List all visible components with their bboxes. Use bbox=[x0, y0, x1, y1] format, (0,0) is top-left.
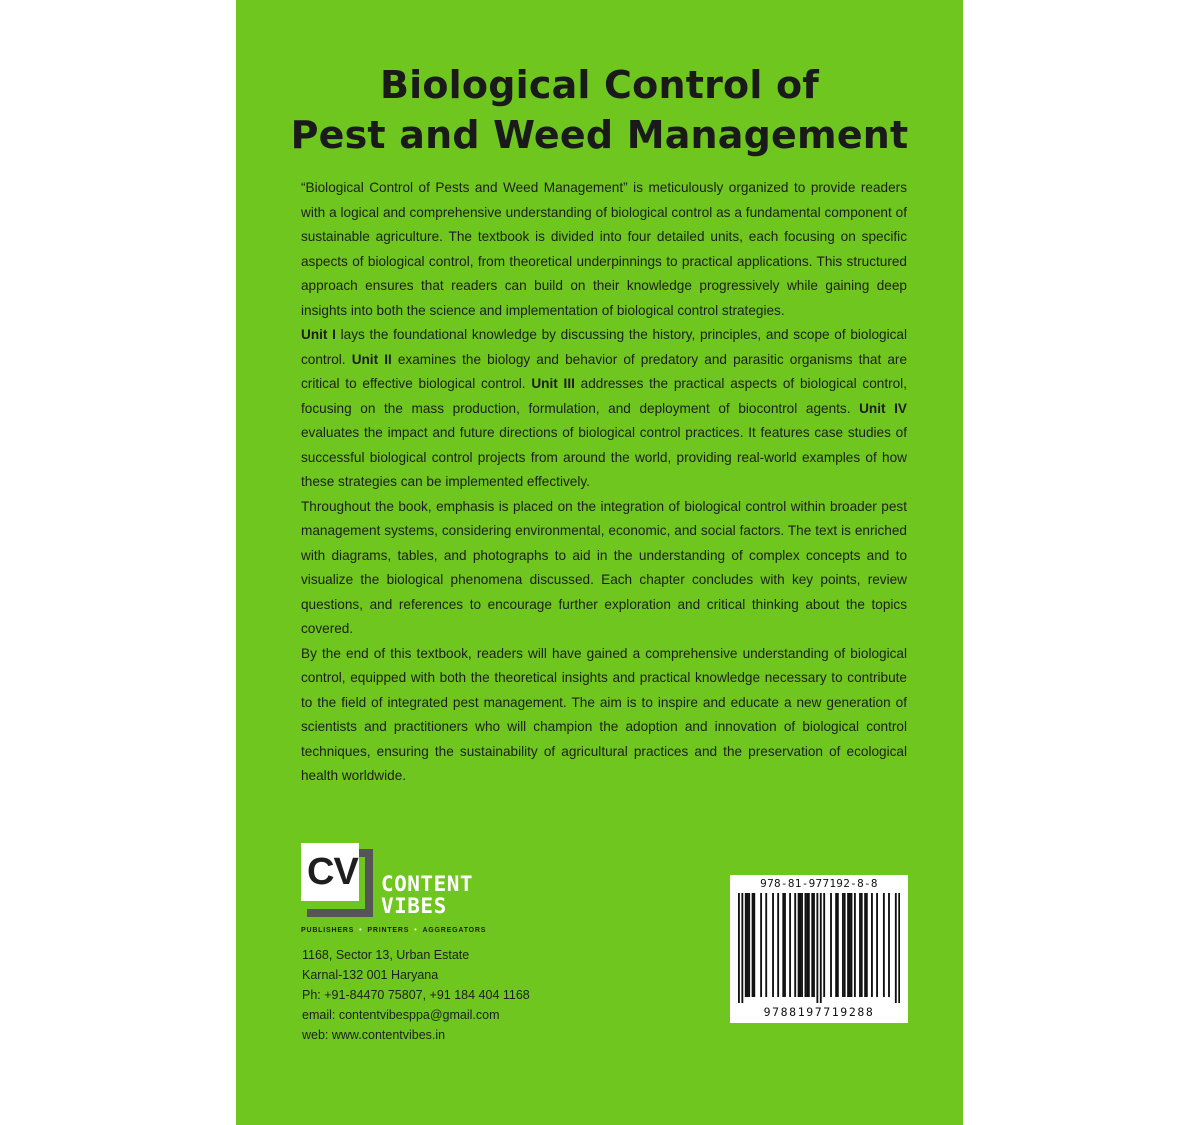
unit-label: Unit I bbox=[301, 327, 336, 342]
paragraph-text: By the end of this textbook, readers will have gained a comprehensive understanding of biological control, equipped with both the theoretical insights and practical knowledge necessary to contribute to the field of integrated pest management. The aim is to inspire and educate a new generation of scientists and practitioners who will champion the adoption and innovation of biological control techniques, ensuring the sustainability of agricultural practices and the preservation of ecological health worldwide. bbox=[301, 645, 907, 783]
publisher-address bbox=[302, 945, 530, 1045]
barcode-bar bbox=[747, 893, 749, 997]
publisher-logo bbox=[301, 843, 491, 943]
barcode-bar bbox=[842, 893, 844, 997]
barcode-bar bbox=[748, 893, 750, 997]
barcode-bar bbox=[835, 893, 837, 997]
cv-logo-mark bbox=[301, 843, 373, 915]
logo-word-vibes: VIBES bbox=[381, 894, 447, 918]
tag-aggregators: AGGREGATORS bbox=[422, 927, 487, 934]
barcode-bar bbox=[753, 893, 755, 997]
barcode-bar bbox=[866, 893, 868, 997]
barcode-bar bbox=[823, 893, 825, 997]
barcode-bar bbox=[805, 893, 807, 997]
barcode-bar bbox=[898, 893, 900, 1003]
paragraph-text: addresses the practical aspects of biological control, focusing on the mass production, formulation, and deployment of biocontrol agents. bbox=[301, 376, 907, 416]
logo-tagline: PUBLISHERS • PRINTERS • AGGREGATORS bbox=[301, 927, 487, 934]
barcode-bar bbox=[861, 893, 863, 997]
tag-printers: PRINTERS bbox=[367, 927, 410, 934]
barcode-bar bbox=[811, 893, 813, 997]
web-line: web: www.contentvibes.in bbox=[302, 1028, 446, 1042]
book-back-cover bbox=[236, 0, 963, 1125]
barcode-bar bbox=[895, 893, 897, 1003]
barcode-bar bbox=[876, 893, 878, 997]
barcode-bar bbox=[847, 893, 849, 997]
barcode-bar bbox=[784, 893, 786, 997]
book-title-line-2: Pest and Weed Management bbox=[290, 113, 909, 157]
barcode-bar bbox=[738, 893, 740, 1003]
barcode-bar bbox=[871, 893, 873, 997]
barcode-bar bbox=[772, 893, 774, 997]
isbn-number: 978-81-977192-8-8 bbox=[760, 877, 878, 890]
tag-publishers: PUBLISHERS bbox=[301, 927, 355, 934]
barcode-bar bbox=[798, 893, 800, 997]
barcode-bar bbox=[782, 893, 784, 997]
barcode-bars bbox=[738, 893, 900, 1003]
email-line: email: contentvibesppa@gmail.com bbox=[302, 1008, 500, 1022]
blurb-paragraph bbox=[301, 495, 907, 642]
book-title-line-1: Biological Control of bbox=[379, 63, 820, 107]
barcode-bar bbox=[830, 893, 832, 997]
barcode-bar bbox=[765, 893, 767, 997]
barcode-bar bbox=[741, 893, 743, 1003]
barcode-bar bbox=[806, 893, 808, 997]
blurb-paragraph bbox=[301, 642, 907, 789]
barcode-digits: 9788197719288 bbox=[763, 1005, 875, 1019]
barcode-bar bbox=[816, 893, 818, 1003]
address-line-2: Karnal-132 001 Haryana bbox=[302, 968, 439, 982]
barcode-bar bbox=[864, 893, 866, 997]
barcode-bar bbox=[760, 893, 762, 997]
barcode-bar bbox=[883, 893, 885, 997]
paragraph-text: examines the biology and behavior of predatory and parasitic organisms that are critical to effective biological control. bbox=[301, 351, 907, 391]
barcode-bar bbox=[837, 893, 839, 997]
isbn-barcode bbox=[730, 875, 908, 1023]
barcode-bar bbox=[752, 893, 754, 997]
paragraph-text: “Biological Control of Pests and Weed Management” is meticulously organized to provide readers with a logical and comprehensive understanding of biological control as a fundamental component of sustainable agriculture. The textbook is divided into four detailed units, each focusing on specific aspects of biological control, from theoretical underpinnings to practical applications. This structured approach ensures that readers can build on their knowledge progressively while gaining deep insights into both the science and implementation of biological control strategies. bbox=[301, 180, 907, 318]
barcode-bar bbox=[777, 893, 779, 997]
book-title bbox=[236, 60, 963, 160]
phone-line: Ph: +91-84470 75807, +91 184 404 1168 bbox=[302, 988, 530, 1002]
paragraph-text: lays the foundational knowledge by discussing the history, principles, and scope of biological control. bbox=[301, 327, 908, 367]
barcode-bar bbox=[844, 893, 846, 997]
address-line-1: 1168, Sector 13, Urban Estate bbox=[302, 948, 470, 962]
barcode-bar bbox=[799, 893, 801, 997]
barcode-bar bbox=[789, 893, 791, 997]
barcode-bar bbox=[813, 893, 815, 997]
barcode-bar bbox=[801, 893, 803, 997]
unit-label: Unit II bbox=[351, 351, 392, 367]
logo-word-content: CONTENT bbox=[381, 872, 474, 896]
unit-label: Unit III bbox=[531, 376, 575, 391]
logo-wordmark bbox=[381, 873, 473, 917]
barcode-bar bbox=[888, 893, 890, 997]
barcode-bar bbox=[745, 893, 747, 997]
logo-letters: CV bbox=[307, 851, 358, 893]
paragraph-text: evaluates the impact and future directions of biological control practices. It features case studies of successful biological control projects from around the world, providing real-world examples of how these strategies can be implemented effectively. bbox=[301, 425, 907, 489]
barcode-bar bbox=[849, 893, 851, 997]
barcode-bar bbox=[808, 893, 810, 997]
barcode-bar bbox=[820, 893, 822, 1003]
blurb-paragraph bbox=[301, 323, 907, 495]
blurb-paragraph bbox=[301, 176, 907, 323]
barcode-bar bbox=[851, 893, 853, 997]
paragraph-text: Throughout the book, emphasis is placed on the integration of biological control within broader pest management systems, considering environmental, economic, and social factors. The text is enriched with diagrams, tables, and photographs to aid in the understanding of complex concepts and to visualize the biological phenomena discussed. Each chapter concludes with key points, review questions, and references to encourage further exploration and critical thinking about the topics covered. bbox=[301, 498, 907, 636]
barcode-bar bbox=[859, 893, 861, 997]
blurb-text bbox=[301, 176, 907, 789]
barcode-bar bbox=[794, 893, 796, 997]
barcode-bar bbox=[854, 893, 856, 997]
unit-label: Unit IV bbox=[859, 400, 908, 416]
